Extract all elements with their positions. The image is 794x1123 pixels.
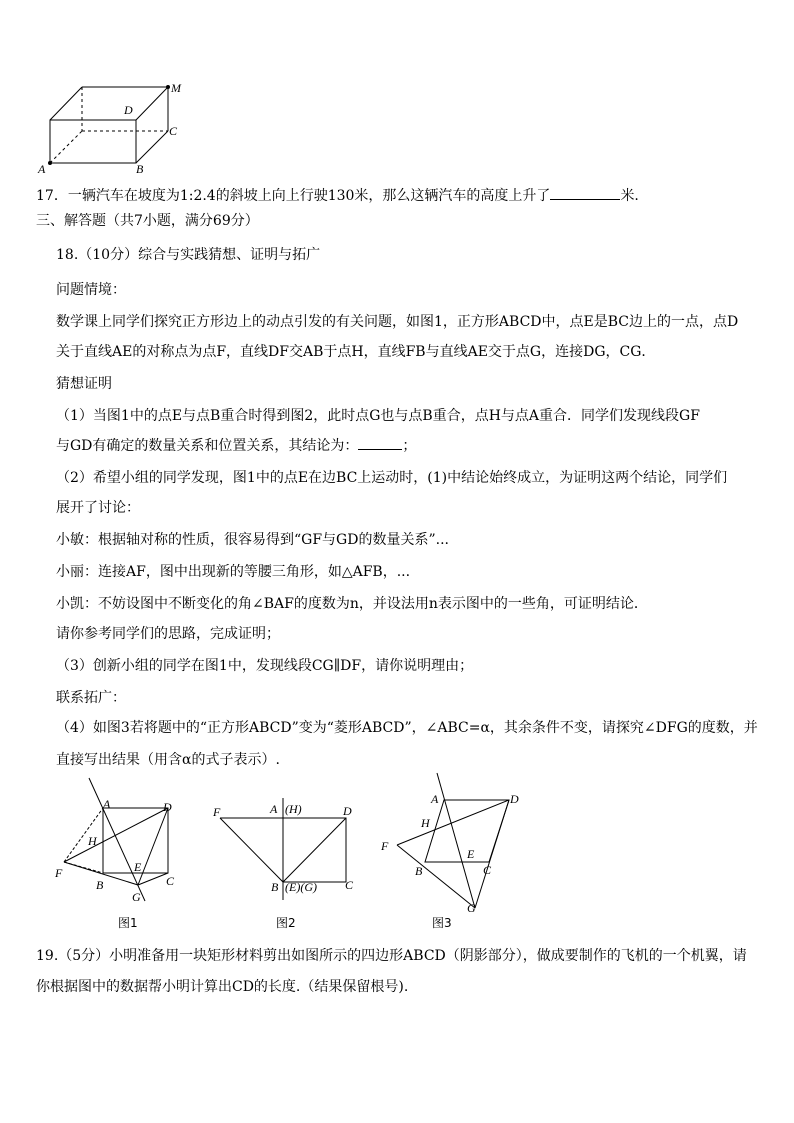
q18-xiaoli: 小丽：连接AF，图中出现新的等腰三角形，如△AFB，... xyxy=(56,564,411,580)
fig3-label-f: F xyxy=(381,839,389,853)
fig3-label-d: D xyxy=(510,792,519,806)
fig2-label-b: B xyxy=(271,880,279,894)
q18-sub2-line2: 展开了讨论： xyxy=(56,500,140,516)
q18-sub3: （3）创新小组的同学在图1中，发现线段CG∥DF，请你说明理由； xyxy=(56,658,474,674)
fig3-label-h: H xyxy=(421,816,430,830)
cube-label-m: M xyxy=(171,81,181,95)
cube-figure xyxy=(30,78,190,176)
q18-sub2-line1: （2）希望小组的同学发现，图1中的点E在边BC上运动时，(1)中结论始终成立，为证明这两个结论，同学们 xyxy=(56,470,728,486)
figure-1 xyxy=(50,775,190,910)
cube-label-b: B xyxy=(136,162,144,176)
q18-sub1-answer-blank xyxy=(358,449,402,450)
fig3-label-a: A xyxy=(431,792,439,806)
q17-unit: 米. xyxy=(620,188,639,204)
fig2-label-beg: (E)(G) xyxy=(285,880,317,894)
cube-label-c: C xyxy=(169,124,178,138)
q18-sub4-line2: 直接写出结果（用含α的式子表示）. xyxy=(56,752,280,768)
fig1-label-a: A xyxy=(103,797,111,811)
fig3-label-b: B xyxy=(415,864,423,878)
q18-xiaomin: 小敏：根据轴对称的性质，很容易得到“GF与GD的数量关系”... xyxy=(56,532,449,548)
figure-3-caption: 图3 xyxy=(432,916,452,930)
fig2-label-c: C xyxy=(345,878,354,892)
q18-guess-label: 猜想证明 xyxy=(56,376,112,392)
q18-heading: 18.（10分）综合与实践猜想、证明与拓广 xyxy=(56,247,321,263)
figure-2-caption: 图2 xyxy=(276,916,296,930)
fig2-label-ah: (H) xyxy=(285,802,302,816)
q18-sub4-line1: （4）如图3若将题中的“正方形ABCD”变为“菱形ABCD”，∠ABC=α，其余条件不变，请探究∠DFG的度数，并 xyxy=(56,720,758,736)
q18-sub1-line1: （1）当图1中的点E与点B重合时得到图2，此时点G也与点B重合，点H与点A重合．同学们发现线段GF xyxy=(56,408,700,424)
fig1-label-d: D xyxy=(163,800,172,814)
fig1-label-c: C xyxy=(166,874,175,888)
fig2-label-d: D xyxy=(343,804,352,818)
section-heading: 三、解答题（共7小题，满分69分） xyxy=(36,213,259,229)
fig3-label-g: G xyxy=(467,901,476,915)
q18-sub1-text: 与GD有确定的数量关系和位置关系，其结论为： xyxy=(56,438,359,454)
fig2-label-a: A xyxy=(270,802,278,816)
q18-refer: 请你参考同学们的思路，完成证明； xyxy=(56,626,280,642)
q18-sub1-end: ； xyxy=(402,438,417,454)
fig1-label-f: F xyxy=(55,866,63,880)
q17-text: 17．一辆汽车在坡度为1:2.4的斜坡上向上行驶130米，那么这辆汽车的高度上升了 xyxy=(36,188,551,204)
q18-problem-label: 问题情境： xyxy=(56,282,126,298)
figure-3 xyxy=(375,770,525,915)
fig1-label-h: H xyxy=(88,834,97,848)
fig3-label-e: E xyxy=(467,847,475,861)
fig2-label-f: F xyxy=(213,805,221,819)
question-17 xyxy=(36,186,639,206)
q18-paragraph-2: 关于直线AE的对称点为点F，直线DF交AB于点H，直线FB与直线AE交于点G，连接DG，CG． xyxy=(56,344,656,360)
q17-answer-blank xyxy=(550,199,620,200)
fig3-label-c: C xyxy=(483,863,492,877)
cube-label-d: D xyxy=(124,103,133,117)
q18-xiaokai: 小凯：不妨设图中不断变化的角∠BAF的度数为n，并设法用n表示图中的一些角，可证明结论． xyxy=(56,596,648,612)
q18-ext-label: 联系拓广： xyxy=(56,690,126,706)
fig1-label-b: B xyxy=(96,878,104,892)
figure-1-caption: 图1 xyxy=(118,916,138,930)
figure-2 xyxy=(205,795,365,910)
q19-line1: 19.（5分）小明准备用一块矩形材料剪出如图所示的四边形ABCD（阴影部分），做成要制作的飞机的一个机翼，请 xyxy=(36,948,747,964)
fig1-label-g: G xyxy=(132,890,141,904)
cube-label-a: A xyxy=(38,162,46,176)
q19-line2: 你根据图中的数据帮小明计算出CD的长度.（结果保留根号). xyxy=(36,979,409,995)
q18-paragraph-1: 数学课上同学们探究正方形边上的动点引发的有关问题，如图1，正方形ABCD中，点E是BC边上的一点，点D xyxy=(56,314,739,330)
fig1-label-e: E xyxy=(134,860,142,874)
q18-sub1-line2 xyxy=(56,436,416,456)
